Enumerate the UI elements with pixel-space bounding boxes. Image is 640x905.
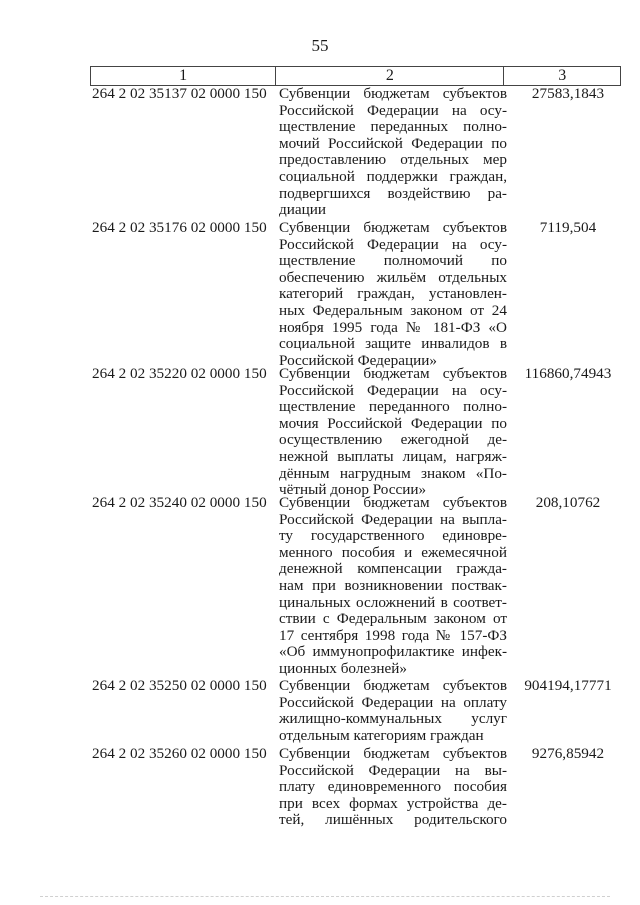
description-line: Субвенции бюджетам субъектов	[279, 85, 507, 102]
description-line: Субвенции бюджетам субъектов	[279, 745, 507, 762]
description-line: предоставлению отдельных мер	[279, 151, 507, 169]
amount-cell: 208,10762	[535, 494, 601, 511]
budget-code-cell: 264 2 02 35176 02 0000 150	[92, 219, 267, 236]
description-line: плату единовременного пособия	[279, 778, 507, 796]
description-line: мочия Российской Федерации по	[279, 414, 507, 432]
description-line: Субвенции бюджетам субъектов	[279, 494, 507, 511]
description-line: нам при возникновении поствак-	[279, 576, 507, 594]
amount-cell: 904194,17771	[524, 677, 612, 694]
description-line: ществление полномочий по	[279, 252, 507, 270]
description-line: Российской Федерации на оплату	[279, 693, 507, 711]
description-line: ционных болезней»	[279, 659, 407, 677]
description-line: социальной защите инвалидов в	[279, 335, 507, 353]
description-line: менного пособия и ежемесячной	[279, 543, 507, 561]
description-line: Субвенции бюджетам субъектов	[279, 219, 507, 236]
description-cell	[279, 746, 507, 829]
description-line: «Об иммунопрофилактике инфек-	[279, 643, 507, 661]
budget-code-cell: 264 2 02 35250 02 0000 150	[92, 677, 267, 694]
description-line: социальной поддержки граждан,	[279, 167, 507, 185]
description-line: Субвенции бюджетам субъектов	[279, 365, 507, 382]
description-line: категорий граждан, установлен-	[279, 285, 507, 303]
amount-cell: 27583,1843	[531, 85, 605, 102]
column-header-1: 1	[91, 67, 276, 85]
description-line: Субвенции бюджетам субъектов	[279, 677, 507, 694]
description-line: ных Федеральным законом от 24	[279, 301, 507, 319]
description-line: 17 сентября 1998 года № 157-ФЗ	[279, 626, 507, 644]
description-line: обеспечению жильём отдельных	[279, 268, 507, 286]
description-line: Российской Федерации на вы-	[279, 761, 507, 779]
description-line: диации	[279, 201, 326, 219]
description-line: мочий Российской Федерации по	[279, 134, 507, 152]
amount-cell: 116860,74943	[524, 365, 612, 382]
description-line: чётный донор России»	[279, 481, 427, 499]
description-line: Российской Федерации»	[279, 351, 437, 369]
column-header-2: 2	[276, 67, 504, 85]
description-line: Российской Федерации на осу-	[279, 381, 507, 399]
amount-cell: 9276,85942	[531, 745, 605, 762]
description-line: ноября 1995 года № 181-ФЗ «О	[279, 318, 507, 336]
description-line: осуществлению ежегодной де-	[279, 431, 507, 449]
column-header-3: 3	[558, 67, 567, 84]
description-line: дённым нагрудным знаком «По-	[279, 464, 507, 482]
amount-cell: 7119,504	[539, 219, 597, 236]
description-line: тей, лишённых родительского	[279, 811, 507, 829]
description-cell	[279, 220, 507, 369]
description-line: отдельным категориям граждан	[279, 726, 484, 744]
description-line: Российской Федерации на выпла-	[279, 510, 507, 528]
description-line: ществление переданных полно-	[279, 118, 507, 136]
description-cell	[279, 86, 507, 219]
description-cell	[279, 366, 507, 499]
description-line: ществление переданного полно-	[279, 398, 507, 416]
description-line: Российской Федерации на осу-	[279, 235, 507, 253]
description-line: при всех формах устройства де-	[279, 794, 507, 812]
budget-code-cell: 264 2 02 35220 02 0000 150	[92, 365, 267, 382]
table-header-row	[90, 66, 621, 86]
description-line: денежной компенсации гражда-	[279, 560, 507, 578]
description-line: нежной выплаты лицам, нагряж-	[279, 447, 507, 465]
description-line: подвергшихся воздействию ра-	[279, 184, 507, 202]
budget-code-cell: 264 2 02 35137 02 0000 150	[92, 85, 267, 102]
page-number: 55	[311, 36, 329, 55]
description-cell	[279, 678, 507, 744]
budget-code-cell: 264 2 02 35260 02 0000 150	[92, 745, 267, 762]
description-line: ствии с Федеральным законом от	[279, 610, 507, 628]
description-line: Российской Федерации на осу-	[279, 101, 507, 119]
description-line: жилищно-коммунальных услуг	[279, 710, 507, 728]
description-line: ту государственного единовре-	[279, 527, 507, 545]
budget-code-cell: 264 2 02 35240 02 0000 150	[92, 494, 267, 511]
description-line: цинальных осложнений в соответ-	[279, 593, 507, 611]
page-bottom-edge	[40, 896, 610, 897]
description-cell	[279, 495, 507, 678]
